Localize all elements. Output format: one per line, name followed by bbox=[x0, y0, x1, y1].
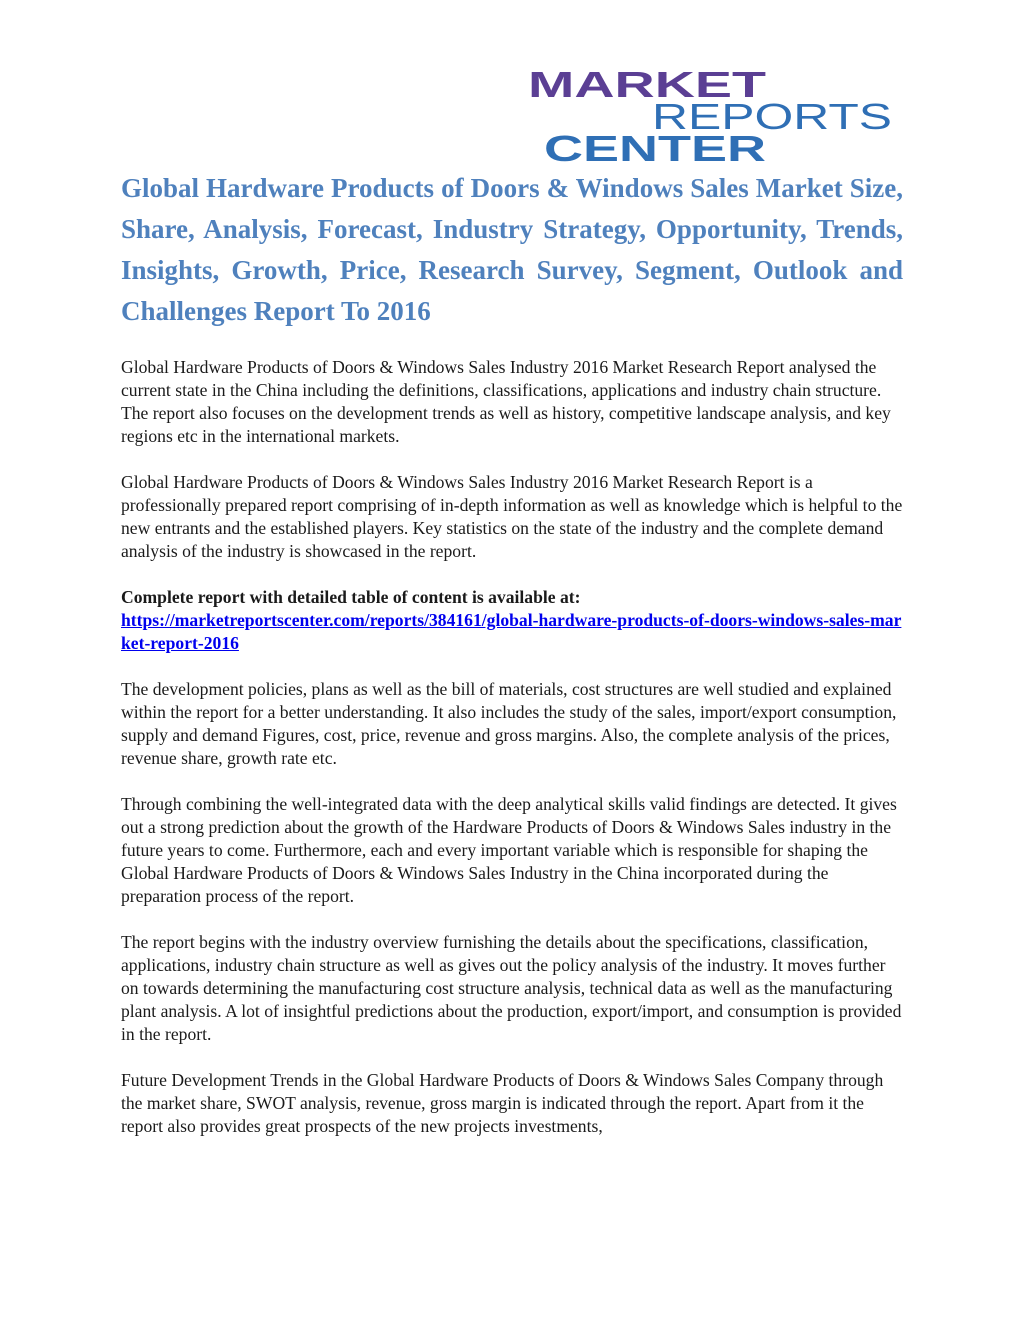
paragraph-future-trends: Future Development Trends in the Global Hardware Products of Doors & Windows Sales Company through the market share, SWOT analysis, revenue, gross margin is indicated through the report. Apart from it the report also provides great prospects of the new projects investments, bbox=[121, 1070, 884, 1136]
logo-line-2: REPORTS bbox=[652, 96, 892, 137]
paragraph-overview: Global Hardware Products of Doors & Windows Sales Industry 2016 Market Research Report is a professionally prepared report comprising of in-depth information as well as knowledge which is helpful to the new entrants and the established players. Key statistics on the state of the industry and the complete demand analysis of the industry is showcased in the report. bbox=[121, 472, 903, 561]
paragraph-findings: Through combining the well-integrated data with the deep analytical skills valid findings are detected. It gives out a strong prediction about the growth of the Hardware Products of Doors & Windows Sales industry in the future years to come. Furthermore, each and every important variable which is responsible for shaping the Global Hardware Products of Doors & Windows Sales Industry in the China incorporated during the preparation process of the report. bbox=[121, 794, 897, 906]
paragraph-industry-overview: The report begins with the industry overview furnishing the details about the specifications, classification, applications, industry chain structure as well as gives out the policy analysis of the industry. It moves further on towards determining the manufacturing cost structure analysis, technical data as well as the manufacturing plant analysis. A lot of insightful predictions about the production, export/import, and consumption is provided in the report. bbox=[121, 932, 902, 1044]
report-url-link[interactable]: https://marketreportscenter.com/reports/384161/global-hardware-products-of-doors-windows-sales-market-report-2016 bbox=[121, 610, 902, 653]
logo-line-1: MARKET bbox=[528, 66, 767, 105]
toc-label: Complete report with detailed table of content is available at: bbox=[121, 587, 581, 607]
paragraph-policies: The development policies, plans as well as the bill of materials, cost structures are well studied and explained within the report for a better understanding. It also includes the study of the sales, import/export consumption, supply and demand Figures, cost, price, revenue and gross margins. Also, the complete analysis of the prices, revenue share, growth rate etc. bbox=[121, 679, 897, 768]
logo-line-3: CENTER bbox=[544, 128, 766, 166]
paragraph-intro: Global Hardware Products of Doors & Windows Sales Industry 2016 Market Research Report analysed the current state in the China including the definitions, classifications, applications and industry chain structure. The report also focuses on the development trends as well as history, competitive landscape analysis, and key regions etc in the international markets. bbox=[121, 357, 891, 446]
report-title: Global Hardware Products of Doors & Windows Sales Market Size, Share, Analysis, Forecast, Industry Strategy, Opportunity, Trends, Insights, Growth, Price, Research Survey, Segment, Outlook and Challenges Report To 2016 bbox=[121, 173, 903, 326]
report-link-block bbox=[121, 586, 903, 655]
report-body bbox=[121, 356, 903, 1161]
market-reports-center-logo bbox=[526, 66, 896, 166]
